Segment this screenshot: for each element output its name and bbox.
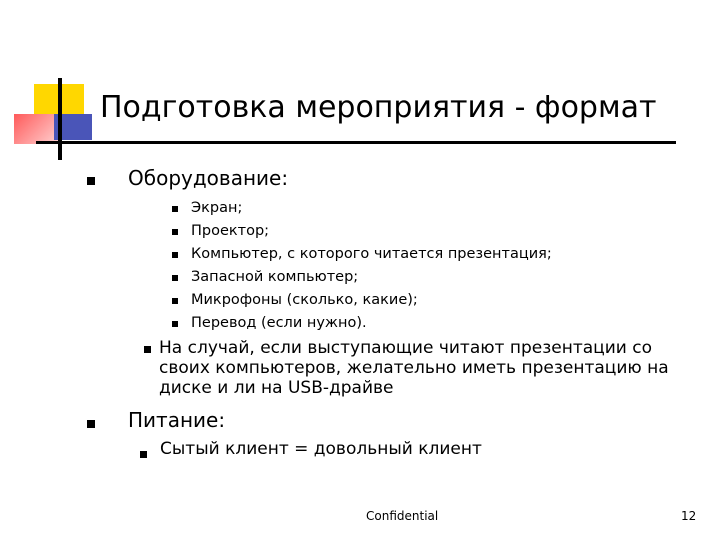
equipment-note: На случай, если выступающие читают презентации со своих компьютеров, желательно иметь презентацию на диске и ли на USB-драйве bbox=[159, 338, 669, 398]
food-subitem: Сытый клиент = довольный клиент bbox=[160, 439, 482, 459]
list-item: Запасной компьютер; bbox=[191, 269, 359, 285]
bullet-square-icon bbox=[172, 206, 178, 212]
list-item: Компьютер, с которого читается презентация; bbox=[191, 246, 552, 262]
slide-title: Подготовка мероприятия - формат bbox=[100, 90, 657, 125]
list-item: Микрофоны (сколько, какие); bbox=[191, 292, 418, 308]
bullet-square-icon bbox=[172, 321, 178, 327]
bullet-square-icon bbox=[140, 451, 147, 458]
bullet-square-icon bbox=[144, 346, 151, 353]
bullet-square-icon bbox=[172, 252, 178, 258]
title-underline bbox=[36, 141, 676, 144]
bullet-square-icon bbox=[87, 177, 95, 185]
list-item: Проектор; bbox=[191, 223, 270, 239]
bullet-square-icon bbox=[172, 275, 178, 281]
list-item: Экран; bbox=[191, 200, 243, 216]
bullet-square-icon bbox=[172, 298, 178, 304]
page-number: 12 bbox=[681, 509, 697, 523]
section-label-equipment: Оборудование: bbox=[128, 166, 289, 190]
section-label-food: Питание: bbox=[128, 408, 226, 432]
bullet-square-icon bbox=[87, 420, 95, 428]
list-item: Перевод (если нужно). bbox=[191, 315, 367, 331]
decorative-logo bbox=[0, 0, 110, 170]
footer-confidential: Confidential bbox=[366, 509, 439, 523]
logo-vertical-line bbox=[58, 78, 62, 160]
bullet-square-icon bbox=[172, 229, 178, 235]
logo-red-square bbox=[14, 114, 58, 144]
